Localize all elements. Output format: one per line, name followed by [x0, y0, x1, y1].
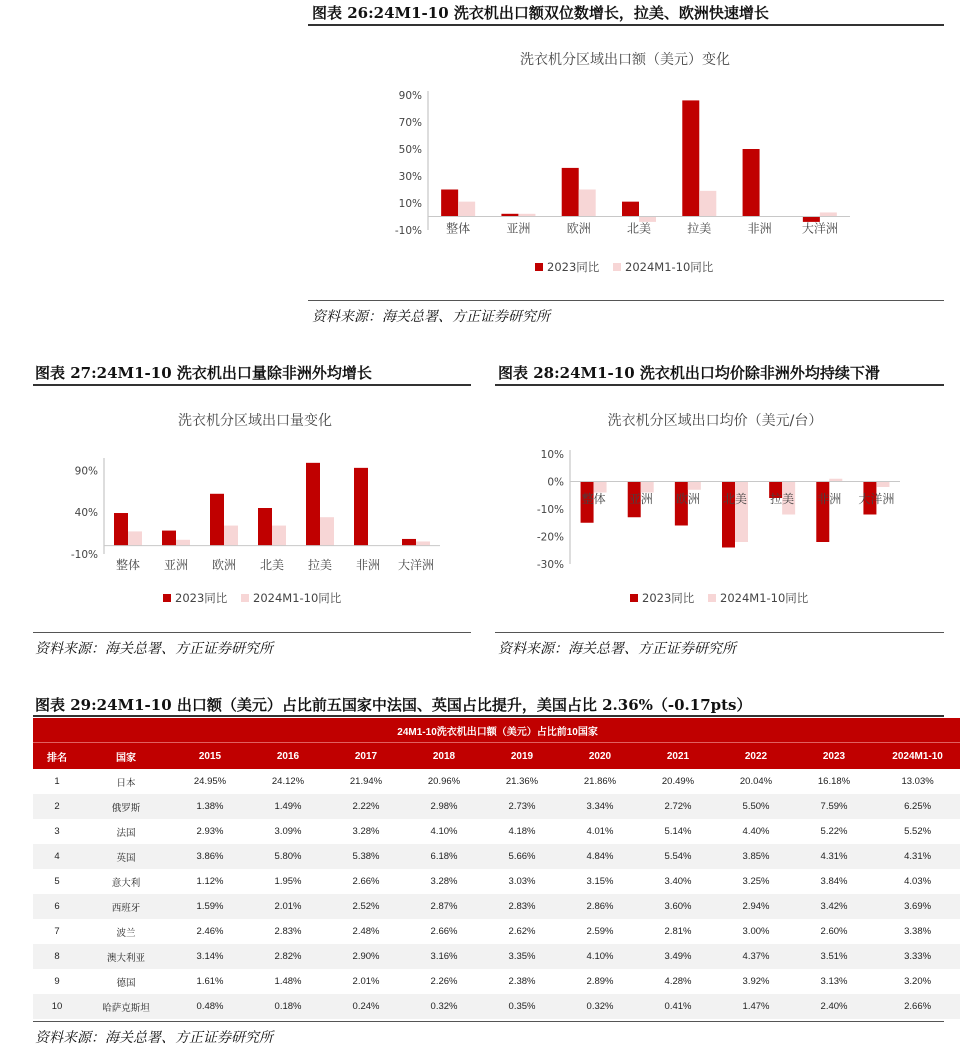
category-label: 拉美 — [687, 221, 712, 236]
y-tick-label: 50% — [398, 144, 422, 156]
table-cell: 2.98% — [430, 801, 458, 812]
legend-swatch — [535, 263, 543, 271]
table-cell: 3.84% — [820, 876, 848, 887]
table-cell: 2.73% — [508, 801, 536, 812]
table-cell: 哈萨克斯坦 — [102, 1002, 150, 1014]
legend-swatch — [613, 263, 621, 271]
bar-2023 — [306, 463, 320, 546]
category-label: 欧洲 — [675, 492, 700, 506]
table-cell: 3.60% — [664, 901, 692, 912]
table-cell: 3.00% — [742, 926, 770, 937]
table-cell: 8 — [54, 951, 60, 962]
table-cell: 2.66% — [352, 876, 380, 887]
bar-2024 — [735, 482, 748, 543]
table-cell: 3.25% — [742, 876, 770, 887]
fig28-top-rule — [495, 384, 944, 386]
table-cell: 3.13% — [820, 976, 848, 987]
table-cell: 6 — [54, 901, 60, 912]
table-cell: 7.59% — [820, 801, 848, 812]
bar-2023 — [743, 149, 760, 217]
table-cell: 2.40% — [820, 1001, 848, 1012]
fig27-title: 图表 27:24M1-10 洗衣机出口量除非洲外均增长 — [35, 364, 372, 382]
category-label: 非洲 — [355, 558, 381, 572]
table-cell: 西班牙 — [111, 902, 141, 914]
table-cell: 3.33% — [904, 951, 932, 962]
table-cell: 2.89% — [586, 976, 614, 987]
bar-2024 — [128, 531, 142, 545]
table-cell: 3.40% — [664, 876, 692, 887]
bar-2024 — [272, 526, 286, 546]
table-cell: 3.28% — [430, 876, 458, 887]
fig28-title: 图表 28:24M1-10 洗衣机出口均价除非洲外均持续下滑 — [498, 364, 880, 382]
fig27-top-rule — [33, 384, 471, 386]
table-cell: 7 — [54, 926, 60, 937]
bar-2024 — [641, 482, 654, 493]
table-row — [33, 869, 960, 894]
table-cell: 0.32% — [586, 1001, 614, 1012]
table-body — [33, 769, 960, 1019]
bar-2024 — [416, 541, 430, 545]
bar-2023 — [622, 202, 639, 217]
legend-label: 2023同比 — [175, 591, 228, 605]
table-cell: 5.52% — [904, 826, 932, 837]
table-cell: 5.54% — [664, 851, 692, 862]
table-cell: 2.87% — [430, 901, 458, 912]
table-cell: 1.61% — [196, 976, 224, 987]
fig27-chart — [40, 400, 460, 615]
table-cell: 2 — [54, 801, 60, 812]
table-cell: 4.84% — [586, 851, 614, 862]
y-tick-label: -20% — [536, 531, 564, 544]
fig28-source: 资料来源：海关总署、方正证券研究所 — [498, 641, 736, 657]
table-header-cell: 2021 — [639, 743, 717, 770]
table-cell: 3 — [54, 826, 60, 837]
table-cell: 0.24% — [352, 1001, 380, 1012]
fig26-chart — [360, 40, 900, 290]
table-cell: 5 — [54, 876, 60, 887]
table-header-cell: 2024M1-10 — [873, 743, 960, 770]
bar-2024 — [876, 482, 889, 488]
table-caption: 24M1-10洗衣机出口额（美元）占比前10国家 — [33, 718, 960, 743]
chart-title: 洗衣机分区域出口额（美元）变化 — [520, 52, 730, 68]
table-header-cell: 2023 — [795, 743, 873, 770]
table-cell: 10 — [51, 1001, 63, 1012]
table-cell: 4.18% — [508, 826, 536, 837]
y-tick-label: 90% — [398, 90, 422, 102]
table-cell: 2.93% — [196, 826, 224, 837]
category-label: 非洲 — [817, 492, 842, 506]
table-cell: 4.10% — [586, 951, 614, 962]
table-cell: 24.95% — [193, 776, 227, 787]
top10-share-table — [33, 718, 960, 1019]
table-cell: 20.49% — [661, 776, 695, 787]
table-header-cell: 国家 — [81, 743, 171, 770]
y-tick-label: 70% — [398, 117, 422, 129]
category-label: 非洲 — [747, 221, 772, 236]
table-cell: 2.83% — [274, 926, 302, 937]
table-cell: 0.32% — [430, 1001, 458, 1012]
table-cell: 3.49% — [664, 951, 692, 962]
table-cell: 1.12% — [196, 876, 224, 887]
category-label: 整体 — [446, 221, 471, 236]
chart-title: 洗衣机分区域出口量变化 — [178, 413, 332, 429]
table-cell: 2.66% — [430, 926, 458, 937]
table-cell: 2.94% — [742, 901, 770, 912]
y-tick-label: -10% — [70, 549, 98, 561]
table-cell: 4.40% — [742, 826, 770, 837]
table-header-row — [33, 743, 960, 770]
table-cell: 21.86% — [583, 776, 617, 787]
table-cell: 德国 — [116, 977, 136, 989]
y-tick-label: 90% — [74, 465, 98, 478]
fig28-chart — [505, 400, 935, 615]
fig29-bottom-rule — [33, 1021, 944, 1022]
legend-label: 2024M1-10同比 — [253, 591, 342, 605]
table-cell: 3.16% — [430, 951, 458, 962]
bar-2023 — [402, 539, 416, 546]
table-cell: 英国 — [116, 852, 136, 864]
table-cell: 3.35% — [508, 951, 536, 962]
fig27-source: 资料来源：海关总署、方正证券研究所 — [35, 641, 273, 657]
table-cell: 21.36% — [505, 776, 539, 787]
legend-swatch — [630, 594, 638, 602]
table-cell: 4 — [54, 851, 60, 862]
y-tick-label: -10% — [536, 504, 564, 516]
table-cell: 5.80% — [274, 851, 302, 862]
table-row — [33, 944, 960, 969]
legend-label: 2023同比 — [642, 591, 695, 605]
table-cell: 意大利 — [111, 877, 141, 889]
table-cell: 3.92% — [742, 976, 770, 987]
bar-2023 — [682, 100, 699, 216]
table-row — [33, 819, 960, 844]
table-cell: 6.25% — [904, 801, 932, 812]
table-cell: 3.38% — [904, 926, 932, 937]
bar-2024 — [579, 190, 596, 217]
table-header-cell: 2018 — [405, 743, 483, 770]
fig28-bottom-rule — [495, 632, 944, 633]
category-label: 北美 — [259, 558, 285, 572]
bar-2023 — [258, 508, 272, 546]
bar-2023 — [210, 494, 224, 546]
table-cell: 2.38% — [508, 976, 536, 987]
table-cell: 24.12% — [271, 776, 305, 787]
table-cell: 2.90% — [352, 951, 380, 962]
bar-2024 — [594, 482, 607, 493]
table-cell: 3.20% — [904, 976, 932, 987]
bar-2023 — [354, 468, 368, 546]
table-cell: 3.86% — [196, 851, 224, 862]
table-cell: 1.38% — [196, 801, 224, 812]
table-cell: 0.18% — [274, 1001, 302, 1012]
table-cell: 1.59% — [196, 901, 224, 912]
legend-swatch — [163, 594, 171, 602]
table-row — [33, 844, 960, 869]
table-cell: 2.66% — [904, 1001, 932, 1012]
table-cell: 2.52% — [352, 901, 380, 912]
table-cell: 6.18% — [430, 851, 458, 862]
table-cell: 4.01% — [586, 826, 614, 837]
table-cell: 澳大利亚 — [106, 952, 145, 964]
table-cell: 4.28% — [664, 976, 692, 987]
table-cell: 5.14% — [664, 826, 692, 837]
table-header-cell: 排名 — [33, 743, 81, 770]
table-cell: 3.09% — [274, 826, 302, 837]
table-cell: 波兰 — [116, 927, 136, 939]
fig29-top-rule — [33, 715, 944, 717]
fig29-source: 资料来源：海关总署、方正证券研究所 — [35, 1030, 273, 1046]
category-label: 亚洲 — [628, 492, 653, 506]
bar-2024 — [320, 517, 334, 545]
bar-2024 — [176, 540, 190, 546]
fig26-title: 图表 26:24M1-10 洗衣机出口额双位数增长，拉美、欧洲快速增长 — [312, 4, 769, 22]
table-header-cell: 2015 — [171, 743, 249, 770]
category-label: 亚洲 — [506, 221, 531, 236]
legend-label: 2023同比 — [547, 260, 600, 274]
category-label: 大洋洲 — [801, 221, 838, 236]
table-cell: 5.22% — [820, 826, 848, 837]
chart-title: 洗衣机分区域出口均价（美元/台） — [607, 413, 823, 429]
y-tick-label: 10% — [540, 449, 564, 461]
bar-2023 — [114, 513, 128, 546]
table-header-cell: 2019 — [483, 743, 561, 770]
category-label: 欧洲 — [566, 221, 591, 236]
table-cell: 3.34% — [586, 801, 614, 812]
bar-2023 — [562, 168, 579, 217]
table-cell: 0.41% — [664, 1001, 692, 1012]
table-header-cell: 2017 — [327, 743, 405, 770]
table-cell: 4.03% — [904, 876, 932, 887]
table-cell: 2.22% — [352, 801, 380, 812]
table-cell: 2.62% — [508, 926, 536, 937]
category-label: 北美 — [722, 492, 748, 506]
y-tick-label: -30% — [536, 559, 564, 571]
table-cell: 20.96% — [427, 776, 461, 787]
table-cell: 16.18% — [817, 776, 851, 787]
table-cell: 3.69% — [904, 901, 932, 912]
fig27-bottom-rule — [33, 632, 471, 633]
bar-2024 — [699, 191, 716, 217]
bar-2023 — [816, 482, 829, 543]
category-label: 整体 — [581, 492, 606, 506]
category-label: 北美 — [626, 221, 652, 236]
table-cell: 3.14% — [196, 951, 224, 962]
table-cell: 9 — [54, 976, 60, 987]
category-label: 亚洲 — [163, 558, 189, 572]
table-cell: 2.46% — [196, 926, 224, 937]
table-cell: 2.01% — [274, 901, 302, 912]
table-row — [33, 894, 960, 919]
table-row — [33, 919, 960, 944]
table-cell: 4.31% — [904, 851, 932, 862]
y-tick-label: 40% — [74, 507, 98, 520]
bar-2024 — [820, 212, 837, 216]
table-cell: 4.37% — [742, 951, 770, 962]
table-row — [33, 769, 960, 794]
table-cell: 3.28% — [352, 826, 380, 837]
table-cell: 20.04% — [739, 776, 773, 787]
table-cell: 俄罗斯 — [111, 802, 141, 814]
category-label: 拉美 — [770, 492, 795, 506]
table-header-cell: 2020 — [561, 743, 639, 770]
table-cell: 2.81% — [664, 926, 692, 937]
category-label: 欧洲 — [211, 558, 237, 572]
table-cell: 1.95% — [274, 876, 302, 887]
table-cell: 13.03% — [901, 776, 934, 787]
y-tick-label: 0% — [547, 476, 564, 489]
legend-label: 2024M1-10同比 — [625, 260, 714, 274]
table-cell: 2.01% — [352, 976, 380, 987]
y-tick-label: 30% — [398, 171, 422, 183]
table-header-cell: 2022 — [717, 743, 795, 770]
table-cell: 2.59% — [586, 926, 614, 937]
table-cell: 3.15% — [586, 876, 614, 887]
table-cell: 1.49% — [274, 801, 302, 812]
bar-2024 — [458, 202, 475, 217]
table-cell: 3.03% — [508, 876, 536, 887]
table-cell: 2.26% — [430, 976, 458, 987]
table-cell: 4.10% — [430, 826, 458, 837]
bar-2024 — [688, 482, 701, 490]
table-cell: 0.48% — [196, 1001, 224, 1012]
bar-2023 — [162, 531, 176, 546]
table-cell: 日本 — [116, 777, 136, 789]
table-cell: 2.72% — [664, 801, 692, 812]
table-cell: 1.47% — [742, 1001, 770, 1012]
bar-2024 — [224, 526, 238, 546]
fig26-source: 资料来源：海关总署、方正证券研究所 — [312, 309, 550, 325]
table-cell: 1 — [54, 776, 60, 787]
fig26-top-rule — [308, 24, 944, 26]
table-cell: 3.51% — [820, 951, 848, 962]
table-cell: 5.50% — [742, 801, 770, 812]
table-cell: 0.35% — [508, 1001, 536, 1012]
category-label: 整体 — [115, 558, 141, 572]
table-cell: 3.42% — [820, 901, 848, 912]
table-cell: 3.85% — [742, 851, 770, 862]
y-tick-label: 10% — [398, 198, 422, 210]
fig29-title: 图表 29:24M1-10 出口额（美元）占比前五国家中法国、英国占比提升，美国占比 2.36%（-0.17pts） — [35, 696, 752, 714]
table-cell: 2.48% — [352, 926, 380, 937]
table-cell: 2.86% — [586, 901, 614, 912]
table-row — [33, 994, 960, 1019]
category-label: 拉美 — [307, 558, 333, 572]
y-tick-label: -10% — [394, 225, 422, 237]
table-row — [33, 969, 960, 994]
table-row — [33, 794, 960, 819]
legend-swatch — [708, 594, 716, 602]
table-cell: 21.94% — [349, 776, 383, 787]
table-cell: 4.31% — [820, 851, 848, 862]
table-header-cell: 2016 — [249, 743, 327, 770]
category-label: 大洋洲 — [397, 558, 435, 572]
fig26-bottom-rule — [308, 300, 944, 301]
legend-label: 2024M1-10同比 — [720, 591, 809, 605]
table-cell: 2.82% — [274, 951, 302, 962]
legend-swatch — [241, 594, 249, 602]
table-cell: 2.83% — [508, 901, 536, 912]
category-label: 大洋洲 — [858, 492, 895, 506]
table-cell: 2.60% — [820, 926, 848, 937]
table-cell: 法国 — [116, 827, 136, 839]
table-cell: 5.38% — [352, 851, 380, 862]
table-cell: 1.48% — [274, 976, 302, 987]
table-cell: 5.66% — [508, 851, 536, 862]
bar-2023 — [441, 190, 458, 217]
